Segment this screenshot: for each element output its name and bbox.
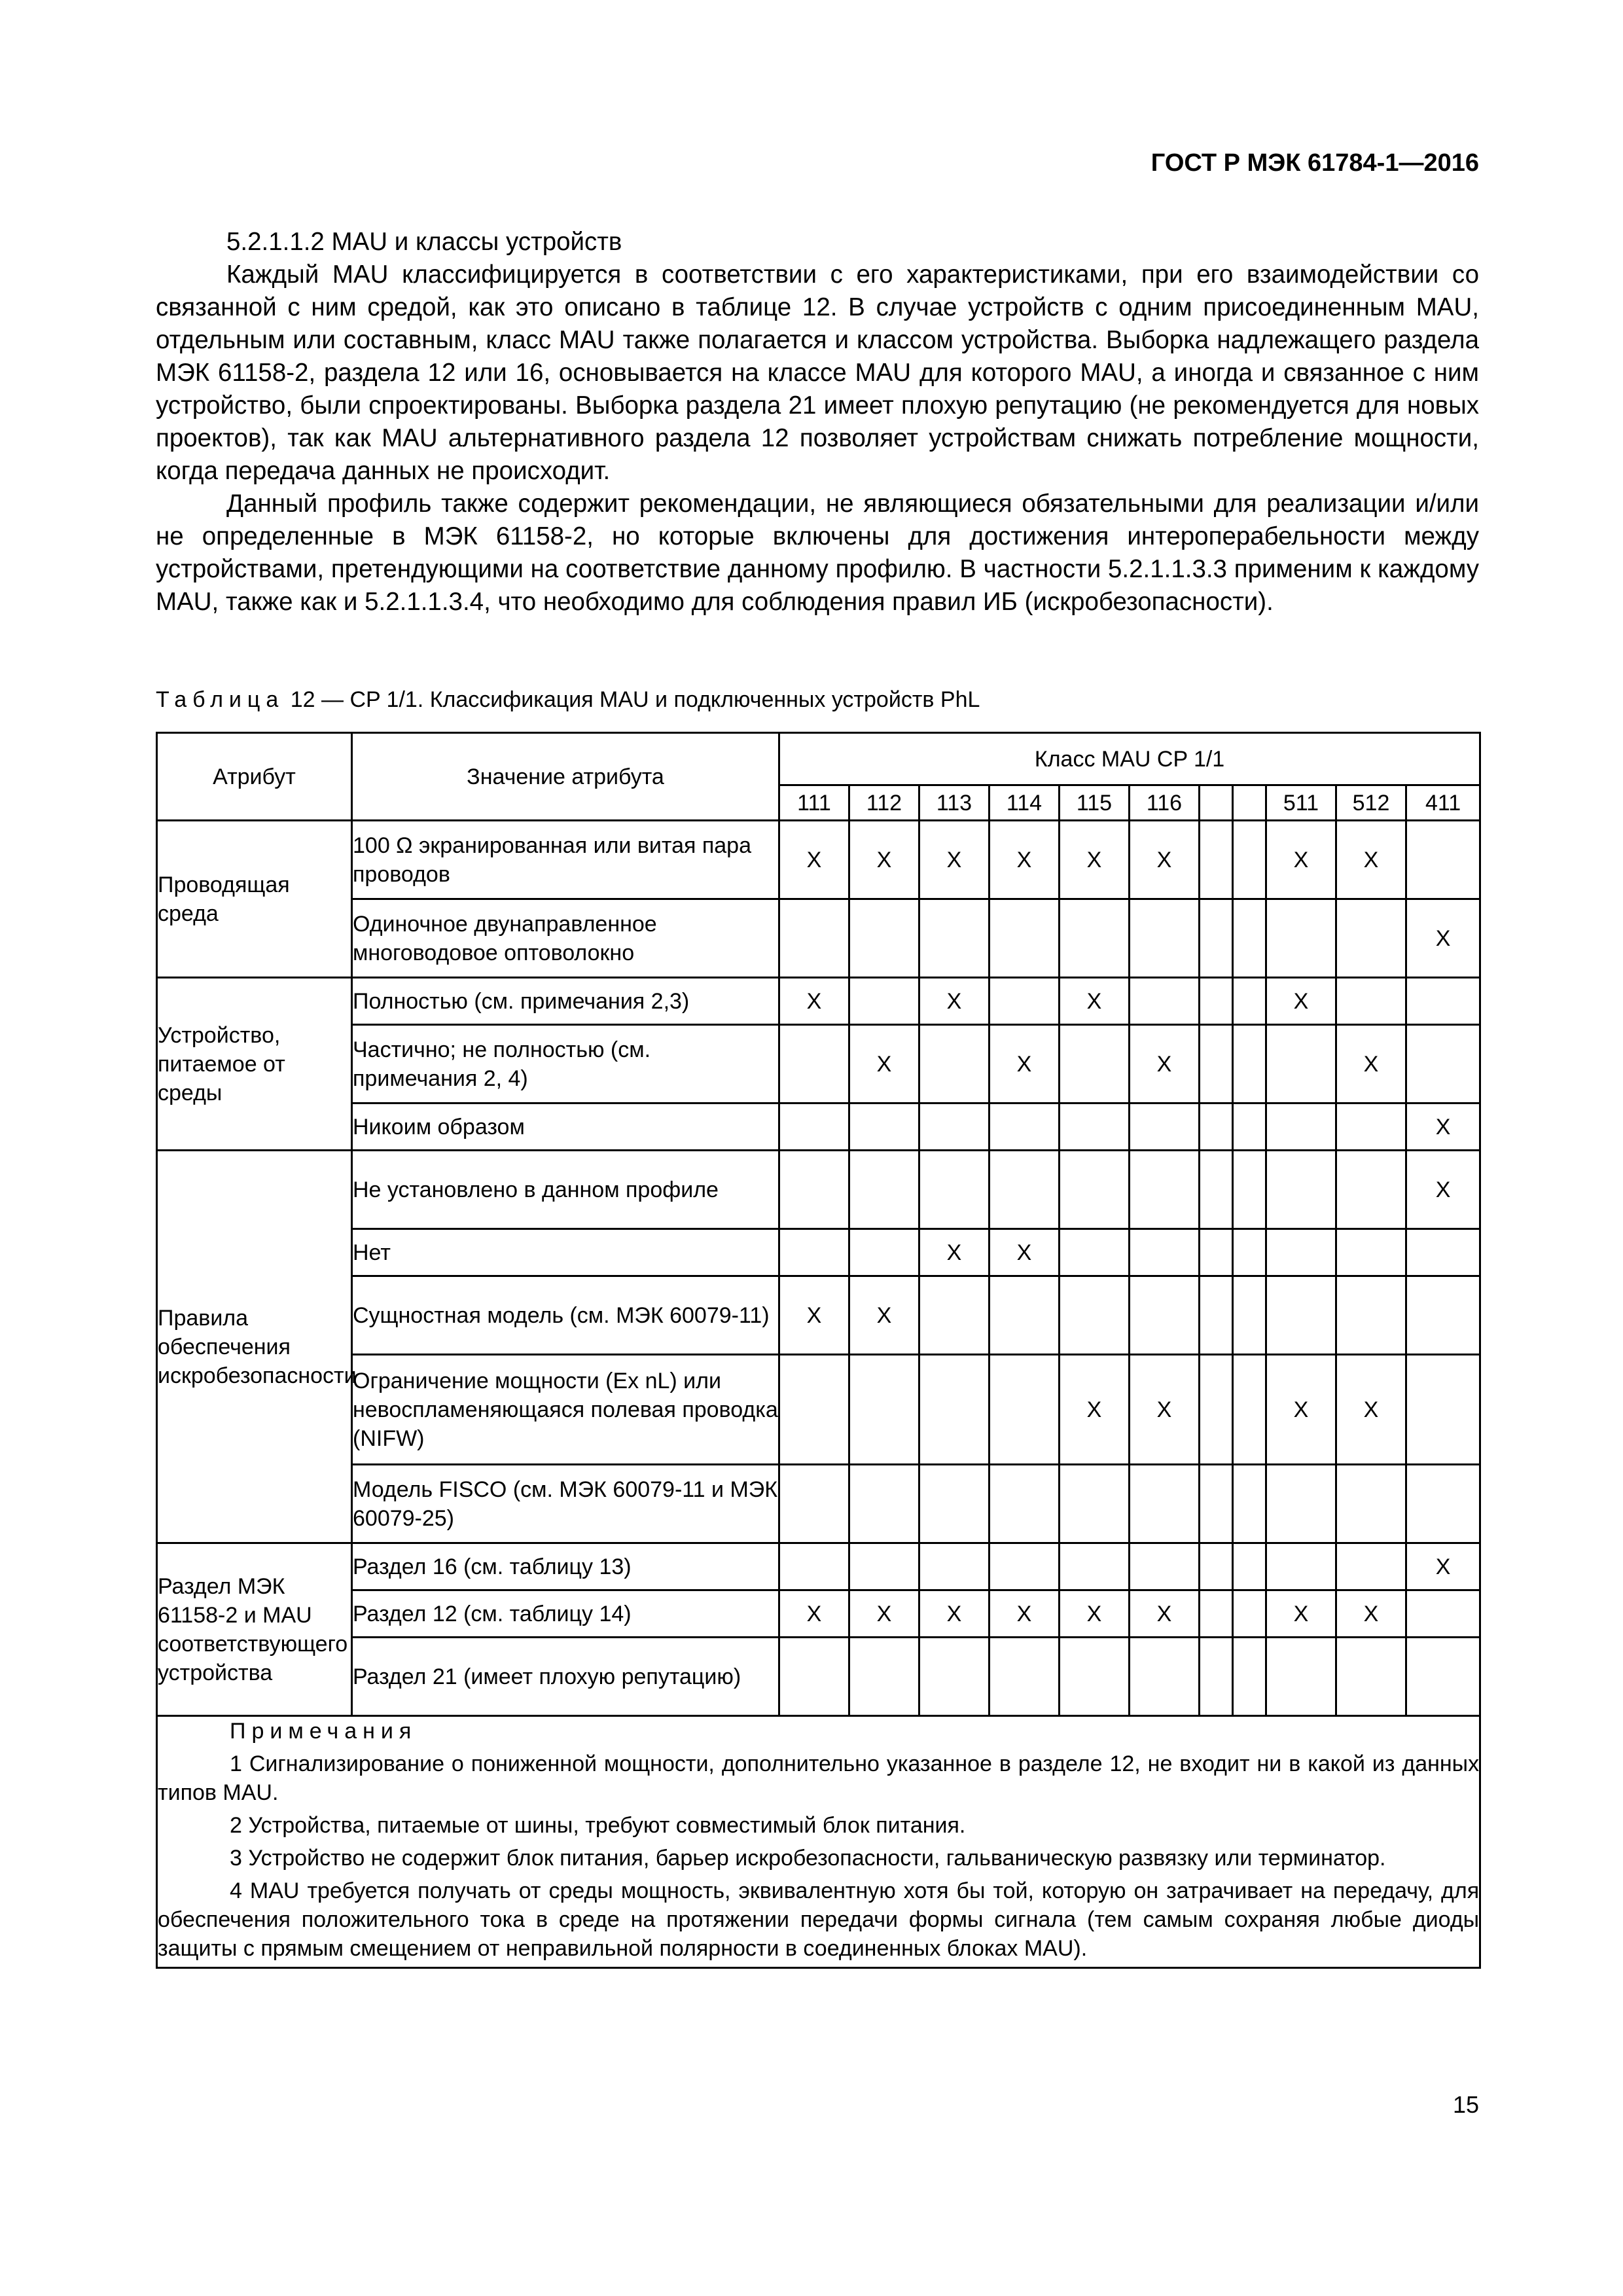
note-4: 4 MAU требуется получать от среды мощность, эквивалентную хотя бы той, которую он затрачивает на передачу, для обеспечения положительного тока в среде на протяжении передачи формы сигнала (тем самым сохраняя любые диоды защиты с прямым смещением от неправильной полярности в соединенных блоках MAU). (158, 1878, 1480, 1961)
class-mark-cell (919, 899, 990, 978)
attribute-value-cell: 100 Ω экранированная или витая пара проводов (352, 821, 779, 899)
table-row (157, 1465, 1480, 1543)
class-mark-cell: X (1130, 1025, 1200, 1103)
class-mark-cell (1233, 1355, 1266, 1465)
class-mark-cell (1406, 1355, 1480, 1465)
class-mark-cell (1200, 1355, 1233, 1465)
note-2: 2 Устройства, питаемые от шины, требуют совместимый блок питания. (230, 1813, 966, 1838)
class-mark-cell (1336, 1103, 1406, 1151)
paragraph-1: Каждый MAU классифицируется в соответствии с его характеристиками, при его взаимодействии со связанной с ним средой, как это описано в таблице 12. В случае устройств с одним присоединенным MAU, отдельным или составным, класс MAU также полагается и классом устройства. Выборка надлежащего раздела МЭК 61158-2, раздела 12 или 16, основывается на классе MAU для которого MAU, а иногда и связанное с ним устройство, были спроектированы. Выборка раздела 21 имеет плохую репутацию (не рекомендуется для новых проектов), так как MAU альтернативного раздела 12 позволяет устройствам снижать потребление мощности, когда передача данных не происходит. (156, 260, 1479, 485)
class-mark-cell: X (849, 1590, 919, 1638)
class-mark-cell (1233, 1638, 1266, 1716)
class-mark-cell (1336, 1465, 1406, 1543)
page-number: 15 (1452, 2091, 1479, 2118)
table-row (157, 1103, 1480, 1151)
class-mark-cell (990, 899, 1060, 978)
class-header: 115 (1060, 785, 1130, 821)
class-mark-cell (990, 1543, 1060, 1590)
class-mark-cell (1060, 1543, 1130, 1590)
class-mark-cell: X (990, 1025, 1060, 1103)
class-mark-cell: X (1130, 821, 1200, 899)
class-mark-cell (1060, 1276, 1130, 1355)
class-mark-cell (1266, 1103, 1336, 1151)
class-mark-cell: X (1060, 978, 1130, 1025)
class-mark-cell (1336, 1229, 1406, 1276)
class-mark-cell: X (779, 1590, 849, 1638)
class-mark-cell (1233, 978, 1266, 1025)
class-mark-cell (1200, 1590, 1233, 1638)
class-mark-cell: X (919, 978, 990, 1025)
class-mark-cell: X (1266, 1590, 1336, 1638)
attribute-value-cell: Ограничение мощности (Ex nL) или невоспламеняющаяся полевая проводка (NIFW) (352, 1355, 779, 1465)
class-mark-cell (849, 1151, 919, 1229)
class-mark-cell (1406, 821, 1480, 899)
class-mark-cell: X (919, 1590, 990, 1638)
class-mark-cell (919, 1543, 990, 1590)
class-mark-cell (1200, 1543, 1233, 1590)
class-mark-cell (849, 1465, 919, 1543)
class-mark-cell (1336, 899, 1406, 978)
note-3: 3 Устройство не содержит блок питания, барьер искробезопасности, гальваническую развязку или терминатор. (230, 1846, 1386, 1871)
table-caption (156, 687, 980, 713)
class-mark-cell (1060, 1229, 1130, 1276)
class-header: 113 (919, 785, 990, 821)
header-value: Значение атрибута (352, 733, 779, 821)
class-mark-cell (919, 1638, 990, 1716)
attribute-value-cell: Одиночное двунаправленное многоводовое оптоволокно (352, 899, 779, 978)
class-mark-cell (849, 1638, 919, 1716)
class-mark-cell (1130, 1543, 1200, 1590)
class-mark-cell (1266, 1276, 1336, 1355)
class-mark-cell (1130, 1151, 1200, 1229)
class-mark-cell (779, 899, 849, 978)
class-mark-cell (1200, 821, 1233, 899)
class-mark-cell (1060, 1025, 1130, 1103)
class-mark-cell: X (1336, 1025, 1406, 1103)
class-mark-cell (1266, 1465, 1336, 1543)
class-header: 114 (990, 785, 1060, 821)
class-mark-cell (919, 1276, 990, 1355)
class-header: 512 (1336, 785, 1406, 821)
table-caption-text: 12 — CP 1/1. Классификация MAU и подключенных устройств PhL (284, 687, 980, 712)
class-mark-cell (990, 978, 1060, 1025)
attribute-value-cell: Никоим образом (352, 1103, 779, 1151)
class-mark-cell: X (849, 1276, 919, 1355)
class-mark-cell (1233, 1103, 1266, 1151)
class-mark-cell: X (1130, 1590, 1200, 1638)
class-mark-cell (849, 1355, 919, 1465)
header-attribute: Атрибут (157, 733, 352, 821)
class-mark-cell (919, 1151, 990, 1229)
class-header (1200, 785, 1233, 821)
class-mark-cell: X (849, 821, 919, 899)
class-mark-cell: X (849, 1025, 919, 1103)
class-header: 111 (779, 785, 849, 821)
class-header: 116 (1130, 785, 1200, 821)
class-mark-cell (1200, 1465, 1233, 1543)
class-mark-cell (990, 1103, 1060, 1151)
class-mark-cell (1233, 1025, 1266, 1103)
notes-title: Примечания (230, 1719, 418, 1744)
class-mark-cell (919, 1103, 990, 1151)
class-mark-cell (1200, 1103, 1233, 1151)
class-mark-cell (1060, 1465, 1130, 1543)
class-mark-cell (1200, 1229, 1233, 1276)
class-mark-cell (1266, 1229, 1336, 1276)
class-mark-cell (1266, 1151, 1336, 1229)
class-mark-cell (779, 1151, 849, 1229)
class-mark-cell (1130, 1638, 1200, 1716)
class-mark-cell (1406, 1638, 1480, 1716)
class-mark-cell (919, 1465, 990, 1543)
class-mark-cell: X (1266, 821, 1336, 899)
class-mark-cell: X (1266, 978, 1336, 1025)
class-mark-cell (779, 1229, 849, 1276)
table-row (157, 1276, 1480, 1355)
attribute-value-cell: Не установлено в данном профиле (352, 1151, 779, 1229)
class-mark-cell (1336, 1638, 1406, 1716)
attribute-value-cell: Сущностная модель (см. МЭК 60079-11) (352, 1276, 779, 1355)
mau-classification-table (156, 732, 1481, 1969)
class-mark-cell (779, 1355, 849, 1465)
table-row (157, 1151, 1480, 1229)
table-row (157, 1590, 1480, 1638)
class-mark-cell (849, 899, 919, 978)
class-mark-cell (1406, 1465, 1480, 1543)
class-mark-cell (1060, 1103, 1130, 1151)
class-mark-cell (1233, 1151, 1266, 1229)
class-header: 112 (849, 785, 919, 821)
class-mark-cell: X (990, 1229, 1060, 1276)
class-mark-cell (849, 1103, 919, 1151)
class-mark-cell (1060, 1638, 1130, 1716)
table-row (157, 899, 1480, 978)
table-row (157, 1355, 1480, 1465)
class-mark-cell (1406, 1276, 1480, 1355)
class-mark-cell (1200, 1276, 1233, 1355)
class-mark-cell: X (1336, 1590, 1406, 1638)
class-mark-cell: X (1060, 821, 1130, 899)
class-mark-cell: X (990, 1590, 1060, 1638)
table-caption-word: Таблица (156, 687, 285, 712)
class-header: 511 (1266, 785, 1336, 821)
class-mark-cell: X (779, 821, 849, 899)
class-mark-cell (779, 1638, 849, 1716)
class-mark-cell (1060, 899, 1130, 978)
class-mark-cell (1130, 899, 1200, 978)
attribute-value-cell: Раздел 12 (см. таблицу 14) (352, 1590, 779, 1638)
class-mark-cell (1336, 1276, 1406, 1355)
class-mark-cell (1130, 1465, 1200, 1543)
class-mark-cell (1060, 1151, 1130, 1229)
paragraph-2: Данный профиль также содержит рекомендации, не являющиеся обязательными для реализации и/или не определенные в МЭК 61158-2, но которые включены для достижения интероперабельности между устройствами, претендующими на соответствие данному профилю. В частности 5.2.1.1.3.3 применим к каждому MAU, также как и 5.2.1.1.3.4, что необходимо для соблюдения правил ИБ (искробезопасности). (156, 490, 1479, 616)
class-mark-cell (779, 1025, 849, 1103)
class-mark-cell: X (779, 978, 849, 1025)
class-mark-cell (1266, 1638, 1336, 1716)
class-mark-cell: X (1336, 1355, 1406, 1465)
table-row (157, 1638, 1480, 1716)
class-mark-cell (849, 978, 919, 1025)
attribute-cell: Правила обеспечения искробезопасности (157, 1151, 352, 1543)
class-mark-cell: X (1336, 821, 1406, 899)
class-mark-cell: X (1406, 899, 1480, 978)
class-mark-cell: X (1406, 1151, 1480, 1229)
class-mark-cell (1233, 1465, 1266, 1543)
class-mark-cell: X (1406, 1543, 1480, 1590)
class-mark-cell (1200, 1151, 1233, 1229)
document-id: ГОСТ Р МЭК 61784-1—2016 (1150, 149, 1479, 177)
class-mark-cell (1266, 1025, 1336, 1103)
class-mark-cell (1233, 821, 1266, 899)
class-mark-cell (990, 1276, 1060, 1355)
table-row (157, 821, 1480, 899)
class-mark-cell (919, 1355, 990, 1465)
attribute-cell: Раздел МЭК 61158-2 и MAU соответствующего устройства (157, 1543, 352, 1716)
class-mark-cell (1130, 1229, 1200, 1276)
class-mark-cell (1336, 1151, 1406, 1229)
class-mark-cell (1406, 1229, 1480, 1276)
class-mark-cell (1266, 899, 1336, 978)
class-mark-cell: X (1060, 1355, 1130, 1465)
class-mark-cell (1200, 978, 1233, 1025)
class-mark-cell (1336, 1543, 1406, 1590)
class-mark-cell: X (1060, 1590, 1130, 1638)
class-mark-cell (1200, 1025, 1233, 1103)
class-mark-cell (779, 1543, 849, 1590)
class-mark-cell: X (1130, 1355, 1200, 1465)
class-mark-cell (990, 1151, 1060, 1229)
class-mark-cell (919, 1025, 990, 1103)
class-mark-cell (1130, 1276, 1200, 1355)
class-mark-cell: X (779, 1276, 849, 1355)
table-row (157, 1543, 1480, 1590)
class-mark-cell (1406, 1590, 1480, 1638)
class-mark-cell (849, 1229, 919, 1276)
class-mark-cell: X (919, 1229, 990, 1276)
class-mark-cell (1406, 978, 1480, 1025)
class-mark-cell (1130, 978, 1200, 1025)
class-mark-cell (1233, 899, 1266, 978)
table-notes (157, 1716, 1480, 1968)
class-mark-cell (1130, 1103, 1200, 1151)
class-mark-cell (1336, 978, 1406, 1025)
class-mark-cell (1233, 1276, 1266, 1355)
table-row (157, 1025, 1480, 1103)
class-mark-cell (779, 1465, 849, 1543)
class-mark-cell (849, 1543, 919, 1590)
attribute-cell: Проводящая среда (157, 821, 352, 978)
section-heading: 5.2.1.1.2 MAU и классы устройств (226, 228, 622, 256)
attribute-value-cell: Раздел 16 (см. таблицу 13) (352, 1543, 779, 1590)
attribute-value-cell: Частично; не полностью (см. примечания 2, 4) (352, 1025, 779, 1103)
table-body (157, 821, 1480, 1716)
table-row (157, 978, 1480, 1025)
class-mark-cell: X (1266, 1355, 1336, 1465)
class-mark-cell (990, 1465, 1060, 1543)
class-mark-cell (1406, 1025, 1480, 1103)
class-header: 411 (1406, 785, 1480, 821)
class-mark-cell (779, 1103, 849, 1151)
class-mark-cell (990, 1638, 1060, 1716)
class-mark-cell: X (990, 821, 1060, 899)
class-mark-cell (1233, 1590, 1266, 1638)
attribute-value-cell: Полностью (см. примечания 2,3) (352, 978, 779, 1025)
attribute-value-cell: Раздел 21 (имеет плохую репутацию) (352, 1638, 779, 1716)
class-mark-cell (1200, 899, 1233, 978)
attribute-value-cell: Модель FISCO (см. МЭК 60079-11 и МЭК 60079-25) (352, 1465, 779, 1543)
table-row (157, 1229, 1480, 1276)
header-mau-class: Класс MAU CP 1/1 (779, 733, 1480, 785)
class-mark-cell (1200, 1638, 1233, 1716)
class-mark-cell (1233, 1543, 1266, 1590)
class-header (1233, 785, 1266, 821)
section-text (156, 226, 1479, 619)
class-mark-cell (1233, 1229, 1266, 1276)
class-mark-cell (1266, 1543, 1336, 1590)
class-mark-cell: X (1406, 1103, 1480, 1151)
class-mark-cell (990, 1355, 1060, 1465)
attribute-value-cell: Нет (352, 1229, 779, 1276)
note-1: 1 Сигнализирование о пониженной мощности, дополнительно указанное в разделе 12, не входит ни в какой из данных типов MAU. (158, 1751, 1480, 1805)
attribute-cell: Устройство, питаемое от среды (157, 978, 352, 1151)
class-mark-cell: X (919, 821, 990, 899)
